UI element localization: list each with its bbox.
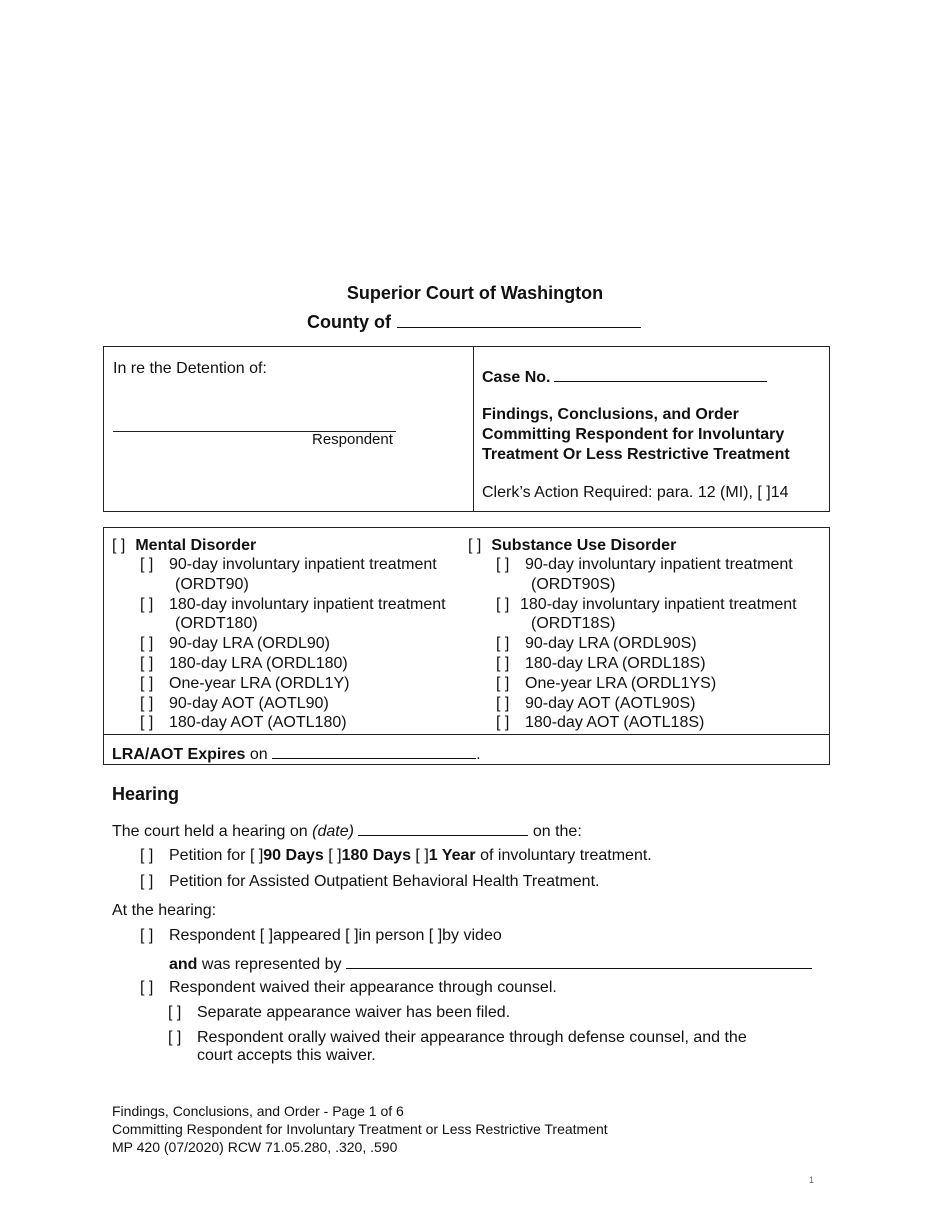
expires-period: . bbox=[476, 746, 481, 763]
expires-date-field[interactable] bbox=[272, 744, 476, 759]
footer-line: Committing Respondent for Involuntary Treatment or Less Restrictive Treatment bbox=[112, 1121, 608, 1137]
list-item bbox=[496, 634, 797, 654]
option-code: (ORDT180) bbox=[175, 615, 258, 633]
form-title bbox=[482, 405, 790, 465]
substance-disorder-heading bbox=[468, 537, 797, 555]
list-item bbox=[140, 713, 446, 733]
form-title-line: Findings, Conclusions, and Order bbox=[482, 406, 739, 423]
mental-disorder-column bbox=[112, 537, 446, 733]
option-label: 180-day AOT (AOTL180) bbox=[169, 714, 347, 732]
list-item bbox=[140, 595, 446, 635]
option-label: One-year LRA (ORDL1Y) bbox=[169, 674, 350, 692]
form-title-line: Committing Respondent for Involuntary bbox=[482, 426, 785, 443]
disorder-box bbox=[103, 527, 830, 765]
hearing-date-row bbox=[112, 821, 582, 841]
footer-line: MP 420 (07/2020) RCW 71.05.280, .320, .590 bbox=[112, 1139, 398, 1155]
represented-row bbox=[169, 954, 812, 974]
hearing-date-hint: (date) bbox=[312, 823, 354, 840]
option-checkbox[interactable]: [ ] bbox=[496, 635, 510, 653]
appeared-label: appeared bbox=[273, 927, 341, 944]
option-checkbox[interactable]: [ ] bbox=[496, 556, 510, 573]
days180-label: 180 Days bbox=[341, 847, 411, 864]
petition-duration-row bbox=[140, 847, 652, 865]
waived-row bbox=[140, 979, 557, 997]
list-item bbox=[496, 713, 797, 733]
list-item bbox=[496, 654, 797, 674]
expires-label: LRA/AOT Expires bbox=[112, 746, 246, 763]
case-number-field[interactable] bbox=[554, 366, 767, 382]
in-re-label: In re the Detention of: bbox=[113, 360, 267, 377]
orally-waived-label: Respondent orally waived their appearance through defense counsel, and the bbox=[197, 1029, 747, 1046]
option-checkbox[interactable]: [ ] bbox=[140, 635, 154, 653]
option-checkbox[interactable]: [ ] bbox=[496, 674, 510, 692]
option-label: 90-day AOT (AOTL90S) bbox=[525, 694, 696, 712]
page-number: 1 bbox=[809, 1175, 815, 1185]
mental-disorder-title: Mental Disorder bbox=[135, 537, 257, 554]
represented-label: was represented by bbox=[201, 956, 342, 973]
page-footer bbox=[112, 1102, 608, 1156]
option-label: 90-day LRA (ORDL90S) bbox=[525, 635, 697, 653]
option-checkbox[interactable]: [ ] bbox=[496, 595, 510, 613]
court-title: Superior Court of Washington bbox=[346, 283, 604, 303]
option-code: (ORDT18S) bbox=[531, 615, 616, 633]
county-line bbox=[307, 309, 641, 333]
mental-disorder-checkbox[interactable]: [ ] bbox=[112, 537, 126, 554]
hearing-held-label: The court held a hearing on bbox=[112, 823, 308, 840]
option-checkbox[interactable]: [ ] bbox=[140, 694, 154, 712]
orally-waived-checkbox[interactable]: [ ] bbox=[168, 1029, 182, 1046]
list-item bbox=[140, 555, 446, 595]
waiver-filed-row bbox=[168, 1004, 510, 1022]
waiver-filed-label: Separate appearance waiver has been filed. bbox=[197, 1004, 511, 1021]
at-hearing-label: At the hearing: bbox=[112, 902, 217, 919]
orally-waived-row bbox=[168, 1029, 747, 1065]
option-checkbox[interactable]: [ ] bbox=[140, 595, 154, 613]
form-title-line: Treatment Or Less Restrictive Treatment bbox=[482, 446, 790, 463]
option-label: 180-day involuntary inpatient treatment bbox=[169, 595, 446, 613]
list-item bbox=[496, 694, 797, 714]
petition-for-label: Petition for bbox=[169, 847, 246, 864]
option-checkbox[interactable]: [ ] bbox=[496, 654, 510, 672]
option-code: (ORDT90S) bbox=[531, 575, 616, 593]
case-caption bbox=[103, 346, 830, 512]
substance-disorder-checkbox[interactable]: [ ] bbox=[468, 537, 482, 554]
expires-on-label: on bbox=[249, 746, 268, 763]
days180-checkbox[interactable]: [ ] bbox=[328, 847, 342, 864]
option-checkbox[interactable]: [ ] bbox=[140, 714, 154, 732]
petition-aot-checkbox[interactable]: [ ] bbox=[140, 873, 154, 890]
by-video-label: by video bbox=[442, 927, 502, 944]
option-label: 180-day involuntary inpatient treatment bbox=[520, 595, 797, 613]
county-field[interactable] bbox=[397, 309, 641, 328]
list-item bbox=[496, 555, 797, 595]
mental-disorder-heading bbox=[112, 537, 446, 555]
year1-label: 1 Year bbox=[428, 847, 476, 864]
option-label: 180-day LRA (ORDL180) bbox=[169, 654, 348, 672]
waived-checkbox[interactable]: [ ] bbox=[140, 979, 154, 996]
option-checkbox[interactable]: [ ] bbox=[140, 556, 154, 573]
year1-checkbox[interactable]: [ ] bbox=[415, 847, 429, 864]
in-person-checkbox[interactable]: [ ] bbox=[345, 927, 359, 944]
appeared-checkbox[interactable]: [ ] bbox=[259, 927, 274, 944]
substance-disorder-title: Substance Use Disorder bbox=[491, 537, 677, 554]
option-label: 180-day AOT (AOTL18S) bbox=[525, 714, 705, 732]
option-label: 90-day involuntary inpatient treatment bbox=[525, 556, 793, 573]
by-video-checkbox[interactable]: [ ] bbox=[428, 927, 443, 944]
case-number-row bbox=[482, 366, 767, 387]
waiver-filed-checkbox[interactable]: [ ] bbox=[168, 1004, 182, 1021]
hearing-on-the: on the: bbox=[532, 823, 582, 840]
clerk-action: Clerk’s Action Required: para. 12 (MI), [ ]14 bbox=[482, 484, 789, 501]
petition-aot-label: Petition for Assisted Outpatient Behavioral Health Treatment. bbox=[169, 873, 600, 890]
respondent-checkbox[interactable]: [ ] bbox=[140, 927, 154, 944]
option-label: 90-day AOT (AOTL90) bbox=[169, 694, 329, 712]
in-person-label: in person bbox=[358, 927, 425, 944]
option-checkbox[interactable]: [ ] bbox=[140, 654, 154, 672]
list-item bbox=[140, 694, 446, 714]
option-checkbox[interactable]: [ ] bbox=[496, 694, 510, 712]
list-item bbox=[140, 674, 446, 694]
option-code: (ORDT90) bbox=[175, 575, 249, 593]
option-label: 90-day involuntary inpatient treatment bbox=[169, 556, 437, 573]
county-label: County of bbox=[307, 312, 391, 332]
footer-line: Findings, Conclusions, and Order - Page 1 of 6 bbox=[112, 1103, 404, 1119]
respondent-appearance-row bbox=[140, 927, 502, 945]
caption-left bbox=[104, 347, 474, 511]
days90-checkbox[interactable]: [ ] bbox=[249, 847, 264, 864]
counsel-name-field[interactable] bbox=[346, 954, 812, 969]
respondent-label: Respondent bbox=[312, 431, 393, 448]
petition-involuntary-label: of involuntary treatment. bbox=[480, 847, 652, 864]
hearing-date-field[interactable] bbox=[358, 821, 528, 836]
and-label: and bbox=[169, 956, 198, 973]
case-no-label: Case No. bbox=[482, 369, 551, 386]
days90-label: 90 Days bbox=[263, 847, 324, 864]
petition-checkbox[interactable]: [ ] bbox=[140, 847, 154, 864]
list-item bbox=[496, 674, 797, 694]
option-checkbox[interactable]: [ ] bbox=[140, 674, 154, 692]
respondent-label: Respondent bbox=[169, 927, 256, 944]
option-label: One-year LRA (ORDL1YS) bbox=[525, 674, 717, 692]
list-item bbox=[496, 595, 797, 635]
waived-label: Respondent waived their appearance through counsel. bbox=[169, 979, 557, 996]
substance-disorder-column bbox=[468, 537, 797, 733]
orally-waived-label-cont: court accepts this waiver. bbox=[197, 1047, 376, 1064]
petition-aot-row bbox=[140, 873, 599, 891]
option-label: 180-day LRA (ORDL18S) bbox=[525, 654, 706, 672]
expires-row bbox=[104, 734, 829, 764]
list-item bbox=[140, 634, 446, 654]
option-label: 90-day LRA (ORDL90) bbox=[169, 635, 330, 653]
list-item bbox=[140, 654, 446, 674]
option-checkbox[interactable]: [ ] bbox=[496, 714, 510, 732]
hearing-heading: Hearing bbox=[112, 784, 180, 804]
